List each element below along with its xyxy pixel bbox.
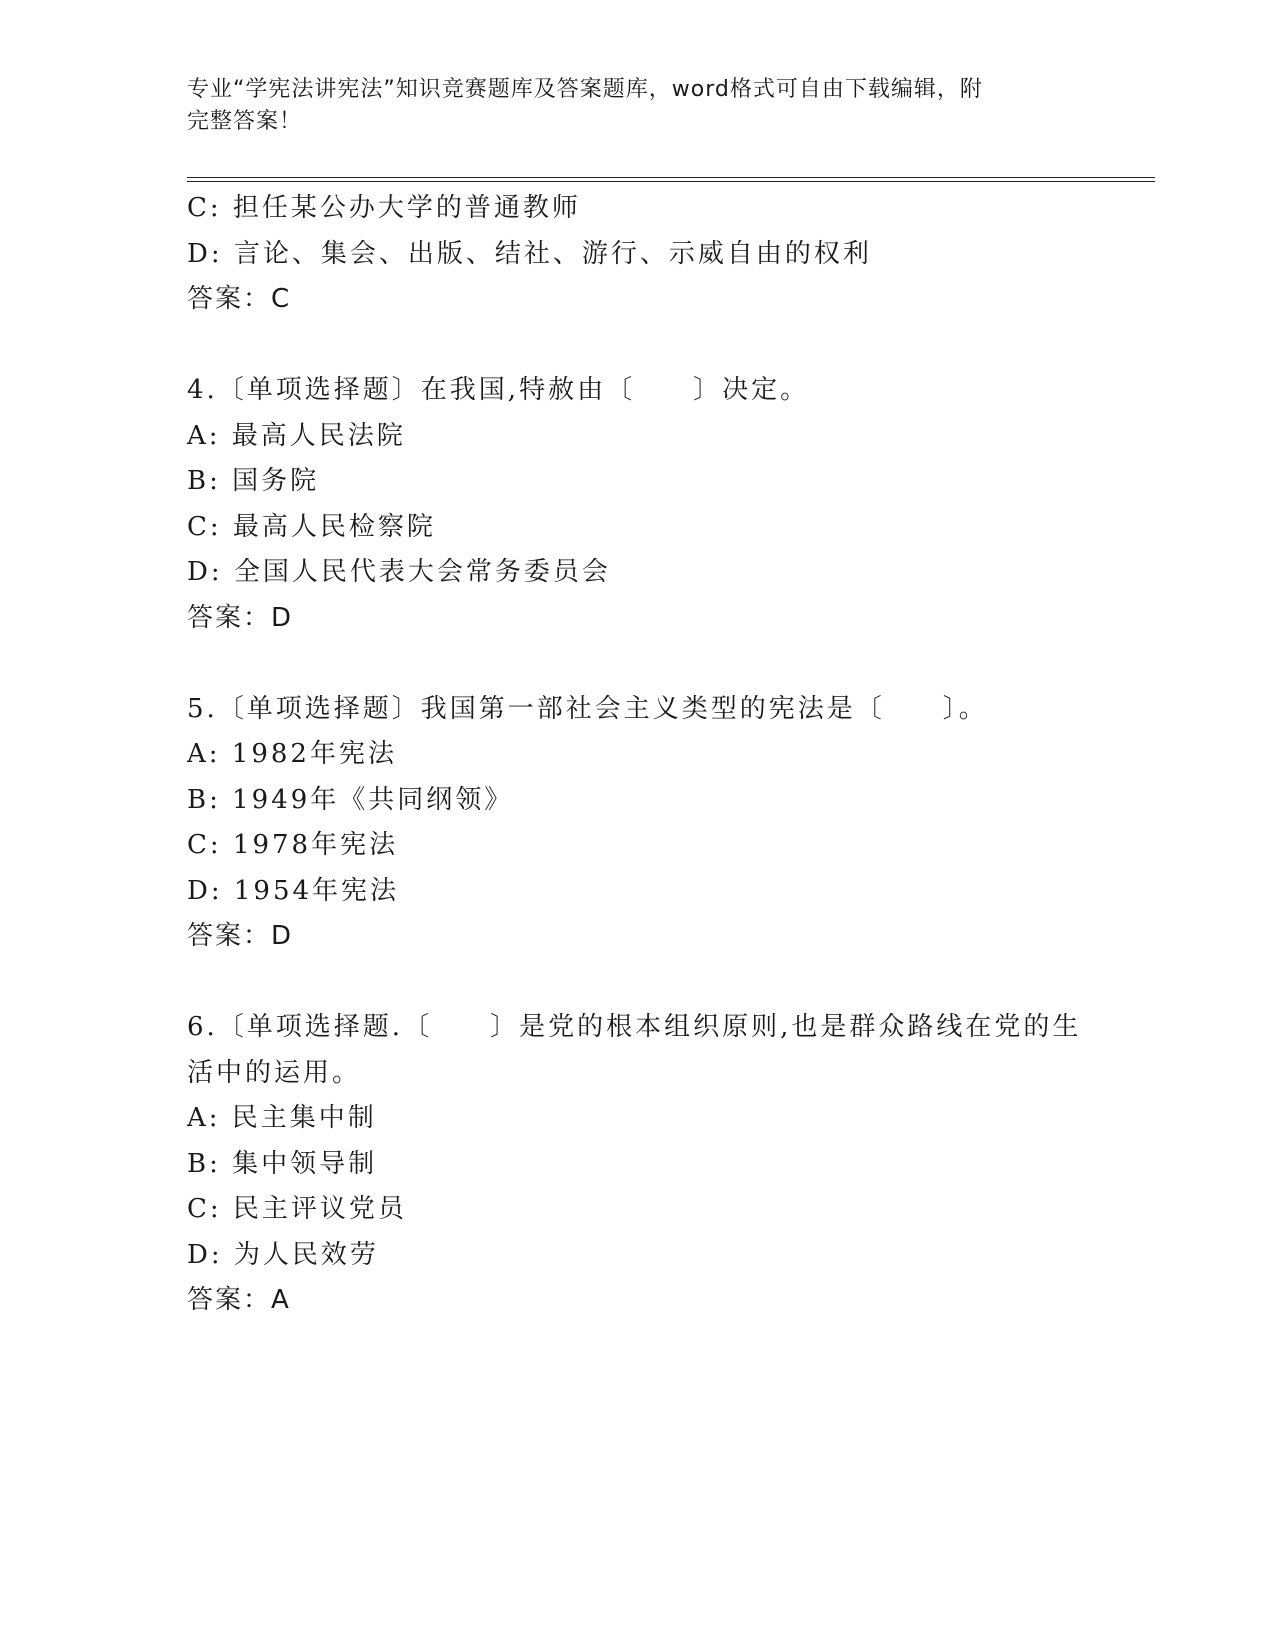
question-text: 5.〔单项选择题〕我国第一部社会主义类型的宪法是〔 〕。 [187, 693, 988, 724]
header-divider [187, 177, 1155, 182]
answer-label: 答案：D [187, 921, 294, 951]
option-c: C: 1978年宪法 [187, 830, 399, 860]
question-block-6 [187, 1005, 1087, 1324]
question-list [187, 186, 1087, 1324]
question-block-prev [187, 186, 1087, 323]
option-d: D: 言论、集会、出版、结社、游行、示威自由的权利 [187, 238, 872, 269]
spacer [187, 323, 1087, 369]
answer-label: 答案：A [187, 1285, 291, 1315]
header-line-1: 专业“学宪法讲宪法”知识竞赛题库及答案题库，word格式可自由下载编辑，附 [187, 77, 983, 102]
option-b: B: 集中领导制 [187, 1148, 378, 1179]
answer-label: 答案：C [187, 284, 292, 314]
question-text-continued: 活中的运用。 [187, 1057, 362, 1088]
question-text: 4.〔单项选择题〕在我国,特赦由〔 〕决定。 [187, 375, 810, 405]
option-d: D: 全国人民代表大会常务委员会 [187, 557, 611, 587]
option-c: C: 担任某公办大学的普通教师 [187, 193, 581, 223]
answer-label: 答案：D [187, 602, 294, 633]
option-d: D: 为人民效劳 [187, 1239, 379, 1270]
spacer [187, 641, 1087, 687]
option-c: C: 民主评议党员 [187, 1194, 407, 1224]
option-d: D: 1954年宪法 [187, 875, 400, 906]
document-header [187, 74, 1077, 138]
question-text: 6.〔单项选择题.〔 〕是党的根本组织原则,也是群众路线在党的生 [187, 1012, 1082, 1042]
header-line-2: 完整答案！ [187, 109, 303, 134]
option-a: A: 最高人民法院 [187, 420, 406, 451]
option-a: A: 1982年宪法 [187, 739, 397, 769]
spacer [187, 960, 1087, 1006]
option-b: B: 国务院 [187, 466, 320, 496]
question-block-4 [187, 368, 1087, 641]
question-block-5 [187, 687, 1087, 960]
option-a: A: 民主集中制 [187, 1103, 377, 1133]
option-c: C: 最高人民检察院 [187, 511, 436, 542]
option-b: B: 1949年《共同纲领》 [187, 784, 514, 815]
